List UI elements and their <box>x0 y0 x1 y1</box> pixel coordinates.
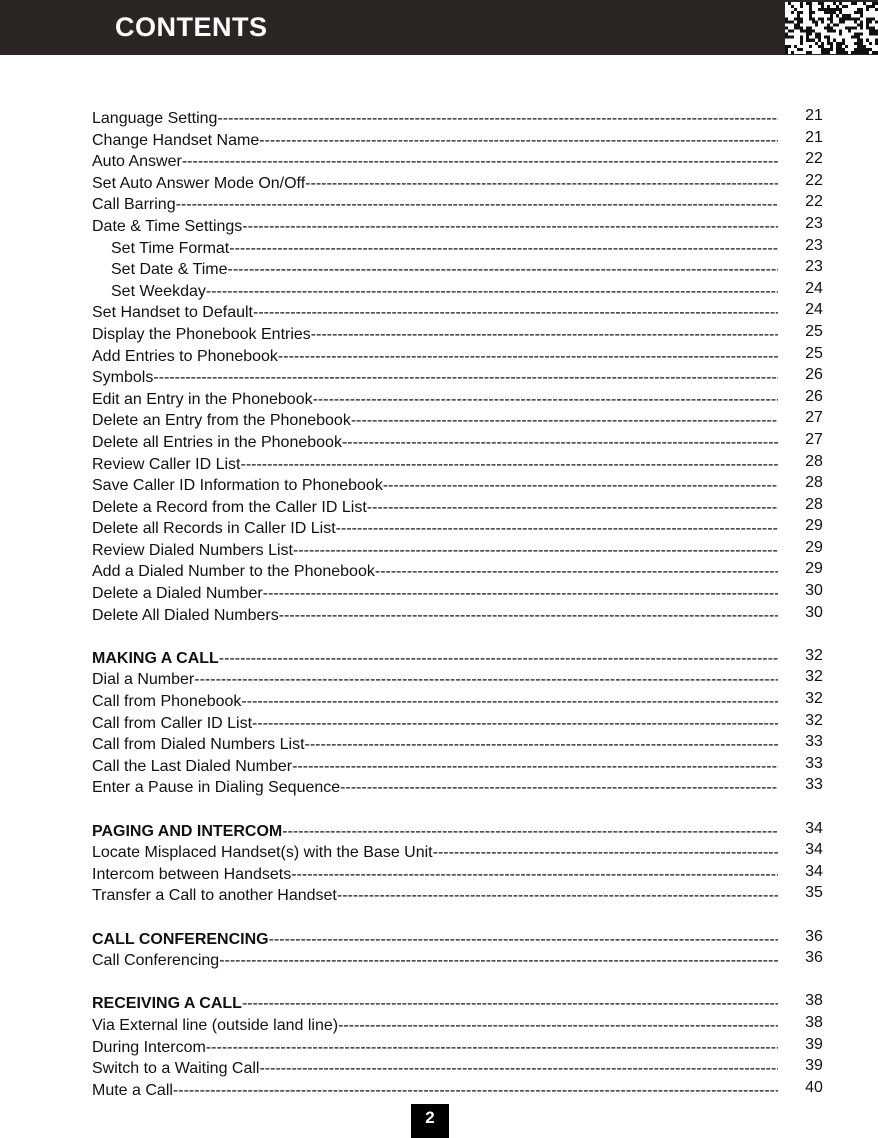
toc-entry-label: Display the Phonebook Entries <box>92 325 311 343</box>
dot-leader <box>336 518 778 540</box>
toc-page-number: 28 <box>805 495 823 513</box>
toc-row <box>92 389 832 411</box>
toc-page-number: 38 <box>805 992 823 1010</box>
toc-row <box>92 842 832 864</box>
toc-entry <box>92 389 778 411</box>
toc-entry-label: Set Date & Time <box>111 261 228 279</box>
toc-entry-label: PAGING AND INTERCOM <box>92 822 283 840</box>
toc-page-number: 40 <box>805 1078 823 1096</box>
toc-entry-label: Review Caller ID List <box>92 455 241 473</box>
toc-entry-label: Set Handset to Default <box>92 304 253 322</box>
dot-leader <box>206 281 778 303</box>
toc-entry <box>111 259 778 281</box>
toc-row <box>92 497 832 519</box>
toc-page-number: 26 <box>805 366 823 384</box>
dot-leader <box>217 108 778 130</box>
toc-page-number: 39 <box>805 1035 823 1053</box>
table-of-contents <box>92 108 832 1101</box>
toc-row <box>92 216 832 238</box>
toc-row <box>92 367 832 389</box>
toc-page-number: 36 <box>805 949 823 967</box>
toc-row <box>92 1080 832 1102</box>
toc-entry <box>92 842 778 864</box>
toc-entry-label: Via External line (outside land line) <box>92 1016 339 1034</box>
dot-leader <box>219 648 778 670</box>
toc-row <box>92 605 832 627</box>
toc-page-number: 21 <box>805 107 823 124</box>
toc-entry-label: Language Setting <box>92 110 218 127</box>
toc-entry-label: Transfer a Call to another Handset <box>92 887 337 905</box>
toc-page-number: 22 <box>805 171 823 189</box>
toc-entry-label: Symbols <box>92 369 154 387</box>
toc-page-number: 30 <box>805 603 823 621</box>
toc-entry <box>92 713 778 735</box>
toc-page-number: 36 <box>805 927 823 945</box>
toc-entry <box>111 238 778 260</box>
toc-entry-label: Dial a Number <box>92 671 195 689</box>
toc-page-number: 35 <box>805 884 823 902</box>
toc-entry-label: Enter a Pause in Dialing Sequence <box>92 779 341 797</box>
page-number: 2 <box>411 1104 449 1138</box>
dot-leader <box>338 1015 778 1037</box>
toc-entry-label: Edit an Entry in the Phonebook <box>92 390 313 408</box>
dot-leader <box>242 993 778 1015</box>
dot-leader <box>279 605 778 627</box>
dot-leader <box>305 734 778 756</box>
dot-leader <box>153 367 778 389</box>
toc-row <box>92 130 832 152</box>
toc-page-number: 39 <box>805 1057 823 1075</box>
toc-page-number: 32 <box>805 690 823 708</box>
toc-page-number: 38 <box>805 1013 823 1031</box>
toc-row <box>92 561 832 583</box>
toc-page-number: 29 <box>805 538 823 556</box>
toc-row <box>92 259 832 281</box>
toc-page-number: 33 <box>805 733 823 751</box>
toc-row <box>92 821 832 843</box>
toc-entry <box>92 151 778 173</box>
toc-entry <box>92 194 778 216</box>
toc-row <box>92 281 832 303</box>
dot-leader <box>219 950 778 972</box>
toc-page-number: 23 <box>805 214 823 232</box>
toc-entry-label: Delete a Record from the Caller ID List <box>92 498 367 516</box>
toc-entry-label: Review Dialed Numbers List <box>92 541 293 559</box>
toc-page-number: 23 <box>805 258 823 276</box>
toc-spacer <box>92 972 832 994</box>
dot-leader <box>269 929 778 951</box>
dot-leader <box>293 540 778 562</box>
toc-page-number: 28 <box>805 452 823 470</box>
toc-entry-label: MAKING A CALL <box>92 649 219 667</box>
toc-row <box>92 756 832 778</box>
toc-entry <box>92 216 778 238</box>
toc-row <box>92 1058 832 1080</box>
toc-page-number: 21 <box>805 128 823 146</box>
dot-leader <box>337 885 778 907</box>
toc-entry <box>92 669 778 691</box>
page-header <box>0 0 878 55</box>
toc-entry-label: Change Handset Name <box>92 131 260 149</box>
toc-entry-label: Delete all Records in Caller ID List <box>92 520 336 538</box>
toc-row <box>92 929 832 951</box>
dot-leader <box>313 389 778 411</box>
toc-row <box>92 238 832 260</box>
dot-leader <box>375 561 778 583</box>
toc-entry <box>92 324 778 346</box>
toc-entry-label: Call Conferencing <box>92 952 220 970</box>
dot-leader <box>252 713 778 735</box>
toc-row <box>92 108 832 130</box>
toc-entry <box>92 108 778 130</box>
toc-entry-label: Set Weekday <box>111 282 206 300</box>
toc-entry-label: Call from Dialed Numbers List <box>92 736 305 754</box>
dot-leader <box>253 302 778 324</box>
toc-page-number: 25 <box>805 344 823 362</box>
toc-entry <box>92 777 778 799</box>
toc-entry <box>92 1037 778 1059</box>
toc-row <box>92 713 832 735</box>
toc-page-number: 32 <box>805 711 823 729</box>
toc-entry <box>92 410 778 432</box>
toc-entry <box>92 561 778 583</box>
toc-entry <box>92 1015 778 1037</box>
dot-leader <box>228 259 779 281</box>
dot-leader <box>259 130 778 152</box>
dot-leader <box>182 151 778 173</box>
page-title: CONTENTS <box>115 12 268 42</box>
toc-page-number: 29 <box>805 560 823 578</box>
toc-page-number: 30 <box>805 582 823 600</box>
toc-row <box>92 151 832 173</box>
toc-page-number: 32 <box>805 668 823 686</box>
qr-code-icon <box>785 2 878 54</box>
toc-row <box>92 173 832 195</box>
toc-row <box>92 324 832 346</box>
toc-page-number: 22 <box>805 193 823 211</box>
toc-entry <box>92 302 778 324</box>
toc-page-number: 34 <box>805 819 823 837</box>
toc-page-number: 33 <box>805 754 823 772</box>
toc-page-number: 26 <box>805 387 823 405</box>
toc-row <box>92 475 832 497</box>
toc-row <box>92 583 832 605</box>
dot-leader <box>241 691 778 713</box>
toc-entry-label: During Intercom <box>92 1038 206 1056</box>
toc-entry <box>92 583 778 605</box>
toc-row <box>92 432 832 454</box>
toc-spacer <box>92 799 832 821</box>
dot-leader <box>383 475 778 497</box>
toc-row <box>92 302 832 324</box>
toc-row <box>92 993 832 1015</box>
toc-row <box>92 734 832 756</box>
dot-leader <box>263 583 778 605</box>
dot-leader <box>194 669 778 691</box>
toc-section-heading <box>92 929 778 951</box>
toc-entry-label: Set Time Format <box>111 239 230 257</box>
toc-row <box>92 346 832 368</box>
toc-row <box>92 691 832 713</box>
toc-page-number: 27 <box>805 430 823 448</box>
toc-page-number: 34 <box>805 862 823 880</box>
dot-leader <box>278 346 778 368</box>
toc-page-number: 28 <box>805 474 823 492</box>
toc-entry <box>92 367 778 389</box>
toc-entry-label: Mute a Call <box>92 1081 173 1099</box>
toc-entry <box>92 454 778 476</box>
toc-entry-label: Call Barring <box>92 196 176 214</box>
toc-entry <box>92 950 778 972</box>
toc-entry-label: Auto Answer <box>92 153 182 171</box>
toc-entry-label: Delete All Dialed Numbers <box>92 606 279 624</box>
toc-entry <box>92 734 778 756</box>
dot-leader <box>259 1058 778 1080</box>
toc-entry-label: Call from Phonebook <box>92 693 242 711</box>
dot-leader <box>176 194 778 216</box>
toc-page-number: 33 <box>805 776 823 794</box>
dot-leader <box>242 216 778 238</box>
dot-leader <box>292 756 778 778</box>
toc-entry-label: Add Entries to Phonebook <box>92 347 278 365</box>
toc-entry <box>92 1080 778 1102</box>
toc-entry-label: Call from Caller ID List <box>92 714 253 732</box>
toc-page-number: 34 <box>805 841 823 859</box>
dot-leader <box>367 497 778 519</box>
toc-entry <box>92 605 778 627</box>
toc-row <box>92 864 832 886</box>
toc-entry-label: Save Caller ID Information to Phonebook <box>92 477 383 495</box>
toc-spacer <box>92 626 832 648</box>
toc-entry <box>92 475 778 497</box>
toc-page-number: 24 <box>805 301 823 319</box>
toc-spacer <box>92 907 832 929</box>
toc-row <box>92 669 832 691</box>
toc-row <box>92 454 832 476</box>
toc-section-heading <box>92 648 778 670</box>
toc-row <box>92 540 832 562</box>
dot-leader <box>240 454 778 476</box>
toc-entry <box>92 540 778 562</box>
dot-leader <box>173 1080 778 1102</box>
toc-entry <box>92 691 778 713</box>
toc-entry-label: Delete all Entries in the Phonebook <box>92 433 342 451</box>
toc-row <box>92 194 832 216</box>
dot-leader <box>229 238 778 260</box>
toc-entry-label: Delete a Dialed Number <box>92 585 263 603</box>
dot-leader <box>282 821 778 843</box>
toc-entry <box>92 130 778 152</box>
dot-leader <box>342 432 778 454</box>
toc-row <box>92 1037 832 1059</box>
toc-row <box>92 885 832 907</box>
toc-page-number: 27 <box>805 409 823 427</box>
toc-entry <box>92 432 778 454</box>
toc-row <box>92 1015 832 1037</box>
toc-entry <box>92 173 778 195</box>
toc-row <box>92 410 832 432</box>
dot-leader <box>340 777 778 799</box>
toc-entry-label: Switch to a Waiting Call <box>92 1060 260 1078</box>
toc-entry-label: Intercom between Handsets <box>92 865 292 883</box>
toc-entry-label: RECEIVING A CALL <box>92 995 242 1013</box>
toc-row <box>92 648 832 670</box>
dot-leader <box>433 842 778 864</box>
toc-entry-label: Add a Dialed Number to the Phonebook <box>92 563 375 581</box>
toc-page-number: 29 <box>805 517 823 535</box>
toc-page-number: 32 <box>805 646 823 664</box>
dot-leader <box>311 324 778 346</box>
toc-entry-label: Locate Misplaced Handset(s) with the Base Unit <box>92 844 433 862</box>
toc-entry <box>92 864 778 886</box>
dot-leader <box>206 1037 778 1059</box>
toc-entry-label: Call the Last Dialed Number <box>92 757 293 775</box>
toc-entry <box>92 346 778 368</box>
toc-entry-label: CALL CONFERENCING <box>92 930 269 948</box>
dot-leader <box>305 173 778 195</box>
toc-entry <box>92 756 778 778</box>
dot-leader <box>291 864 778 886</box>
toc-page-number: 23 <box>805 236 823 254</box>
toc-row <box>92 950 832 972</box>
toc-entry <box>92 518 778 540</box>
toc-entry <box>111 281 778 303</box>
toc-entry-label: Date & Time Settings <box>92 217 243 235</box>
toc-section-heading <box>92 993 778 1015</box>
toc-entry-label: Set Auto Answer Mode On/Off <box>92 174 306 192</box>
dot-leader <box>351 410 778 432</box>
toc-entry <box>92 1058 778 1080</box>
toc-entry-label: Delete an Entry from the Phonebook <box>92 412 351 430</box>
toc-entry <box>92 885 778 907</box>
toc-page-number: 24 <box>805 279 823 297</box>
toc-section-heading <box>92 821 778 843</box>
toc-entry <box>92 497 778 519</box>
toc-row <box>92 518 832 540</box>
toc-row <box>92 777 832 799</box>
toc-page-number: 25 <box>805 322 823 340</box>
toc-page-number: 22 <box>805 150 823 168</box>
